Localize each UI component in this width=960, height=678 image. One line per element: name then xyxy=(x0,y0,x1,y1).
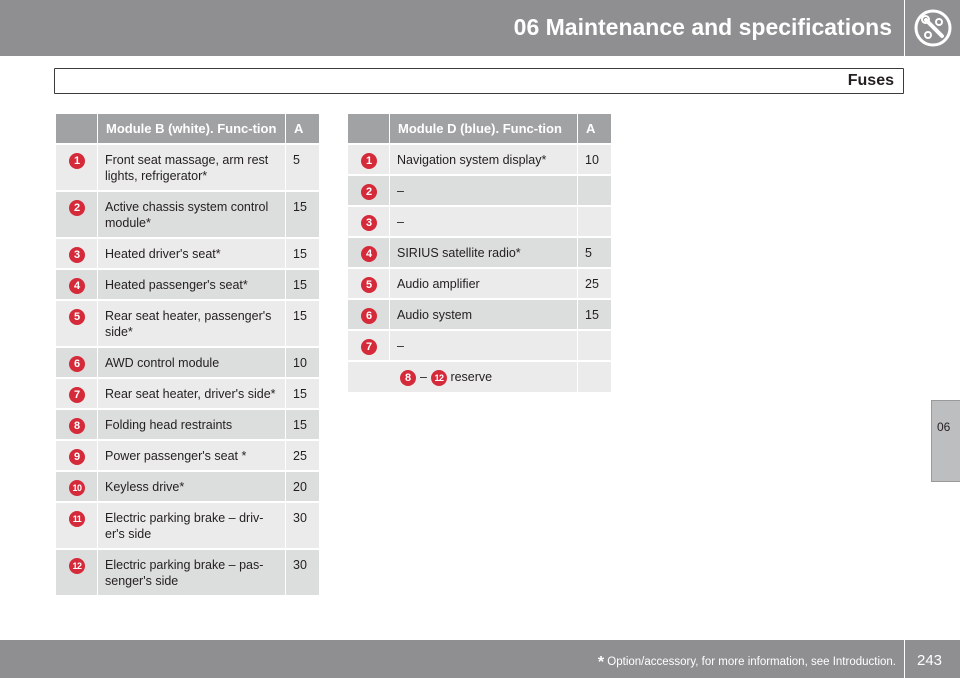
fuse-number-cell xyxy=(56,348,98,379)
page-number: 243 xyxy=(917,652,943,669)
fuse-function-cell: Electric parking brake – pas-senger's side xyxy=(98,550,285,597)
fuse-function-cell: Navigation system display* xyxy=(390,145,577,176)
fuse-number-cell xyxy=(56,550,98,597)
module-d-function-header: Module D (blue). Func-tion xyxy=(390,114,577,145)
fuse-amps-cell: 15 xyxy=(285,239,319,270)
fuse-amps-cell xyxy=(577,331,611,362)
fuse-number-badge: 3 xyxy=(361,215,377,231)
fuse-number-cell xyxy=(348,176,390,207)
fuse-number-cell xyxy=(56,239,98,270)
fuse-number-badge: 1 xyxy=(69,153,85,169)
fuse-number-cell xyxy=(348,331,390,362)
fuse-number-badge: 7 xyxy=(69,387,85,403)
chapter-side-tab xyxy=(931,400,960,482)
wrench-gear-icon xyxy=(913,8,953,48)
module-b-rows xyxy=(56,145,319,597)
table-row xyxy=(56,348,319,379)
table-row xyxy=(56,379,319,410)
fuse-number-cell xyxy=(56,441,98,472)
fuse-number-badge: 1 xyxy=(361,153,377,169)
fuse-amps-cell: 20 xyxy=(285,472,319,503)
fuse-amps-cell: 15 xyxy=(577,300,611,331)
fuse-number-cell xyxy=(56,379,98,410)
fuse-function-cell: Heated driver's seat* xyxy=(98,239,285,270)
chapter-side-tab-label: 06 xyxy=(937,420,951,434)
fuse-number-cell xyxy=(56,472,98,503)
fuse-function-cell: Rear seat heater, passenger's side* xyxy=(98,301,285,348)
reserve-row xyxy=(348,362,611,394)
table-row xyxy=(348,207,611,238)
fuse-number-cell xyxy=(56,192,98,239)
table-row xyxy=(56,270,319,301)
fuse-number-badge: 5 xyxy=(69,309,85,325)
fuse-number-badge: 6 xyxy=(69,356,85,372)
fuse-amps-cell: 15 xyxy=(285,410,319,441)
table-row xyxy=(56,239,319,270)
fuse-amps-cell: 5 xyxy=(577,238,611,269)
fuse-number-cell xyxy=(56,503,98,550)
fuse-number-badge: 8 xyxy=(69,418,85,434)
table-row xyxy=(56,410,319,441)
fuse-function-cell: Electric parking brake – driv-er's side xyxy=(98,503,285,550)
fuse-amps-cell xyxy=(577,207,611,238)
table-row xyxy=(56,145,319,192)
fuse-number-cell xyxy=(56,145,98,192)
fuse-function-cell: Power passenger's seat * xyxy=(98,441,285,472)
module-b-function-header: Module B (white). Func-tion xyxy=(98,114,285,145)
section-title: Fuses xyxy=(847,72,894,89)
fuse-amps-cell: 25 xyxy=(285,441,319,472)
reserve-label: reserve xyxy=(450,370,493,384)
table-row xyxy=(348,269,611,300)
fuse-amps-cell xyxy=(577,176,611,207)
fuse-function-cell: Front seat massage, arm rest lights, refrigerator* xyxy=(98,145,285,192)
table-row xyxy=(348,176,611,207)
fuse-number-cell xyxy=(348,238,390,269)
fuse-function-cell: Audio system xyxy=(390,300,577,331)
fuse-amps-cell: 5 xyxy=(285,145,319,192)
reserve-amps-cell xyxy=(577,362,611,394)
fuse-function-cell: Keyless drive* xyxy=(98,472,285,503)
footer-note xyxy=(598,654,896,672)
module-b-amps-header: A xyxy=(285,114,319,145)
fuse-function-cell: AWD control module xyxy=(98,348,285,379)
fuse-function-cell: Active chassis system control module* xyxy=(98,192,285,239)
fuse-number-badge: 12 xyxy=(431,370,447,386)
reserve-dash: – xyxy=(420,370,427,384)
table-row xyxy=(348,238,611,269)
fuse-number-badge: 7 xyxy=(361,339,377,355)
module-b-table xyxy=(56,114,319,597)
table-row xyxy=(348,331,611,362)
fuse-number-badge: 10 xyxy=(69,480,85,496)
table-row xyxy=(348,145,611,176)
fuse-amps-cell: 15 xyxy=(285,192,319,239)
fuse-function-cell: – xyxy=(390,207,577,238)
fuse-amps-cell: 15 xyxy=(285,270,319,301)
fuse-amps-cell: 15 xyxy=(285,379,319,410)
fuse-function-cell: – xyxy=(390,331,577,362)
fuse-amps-cell: 10 xyxy=(285,348,319,379)
fuse-number-cell xyxy=(56,410,98,441)
table-row xyxy=(56,503,319,550)
fuse-number-badge: 11 xyxy=(69,511,85,527)
section-title-bar xyxy=(54,68,904,94)
fuse-function-cell: SIRIUS satellite radio* xyxy=(390,238,577,269)
fuse-number-badge: 8 xyxy=(400,370,416,386)
fuse-amps-cell: 30 xyxy=(285,503,319,550)
fuse-number-badge: 4 xyxy=(69,278,85,294)
header-bar xyxy=(0,0,904,56)
fuse-number-badge: 6 xyxy=(361,308,377,324)
fuse-amps-cell: 15 xyxy=(285,301,319,348)
fuse-function-cell: Folding head restraints xyxy=(98,410,285,441)
fuse-number-badge: 2 xyxy=(69,200,85,216)
page-number-box xyxy=(905,640,960,678)
fuse-number-badge: 12 xyxy=(69,558,85,574)
fuse-function-cell: – xyxy=(390,176,577,207)
fuse-number-cell xyxy=(56,270,98,301)
fuse-function-cell: Rear seat heater, driver's side* xyxy=(98,379,285,410)
module-d-rows xyxy=(348,145,611,362)
fuse-number-cell xyxy=(348,269,390,300)
fuse-number-badge: 9 xyxy=(69,449,85,465)
fuse-amps-cell: 10 xyxy=(577,145,611,176)
module-d-amps-header: A xyxy=(577,114,611,145)
fuse-amps-cell: 25 xyxy=(577,269,611,300)
table-row xyxy=(56,301,319,348)
table-row xyxy=(56,192,319,239)
fuse-number-badge: 4 xyxy=(361,246,377,262)
fuse-number-cell xyxy=(348,300,390,331)
footer-asterisk: * xyxy=(597,654,605,671)
fuse-function-cell: Heated passenger's seat* xyxy=(98,270,285,301)
fuse-number-cell xyxy=(348,207,390,238)
table-row xyxy=(56,441,319,472)
footer-note-text: Option/accessory, for more information, see Introduction. xyxy=(607,656,896,668)
fuse-number-badge: 5 xyxy=(361,277,377,293)
fuse-number-badge: 2 xyxy=(361,184,377,200)
fuse-number-badge: 3 xyxy=(69,247,85,263)
table-row xyxy=(56,550,319,597)
module-d-number-header xyxy=(348,114,390,145)
header-icon-box xyxy=(905,0,960,56)
fuse-amps-cell: 30 xyxy=(285,550,319,597)
table-row xyxy=(56,472,319,503)
module-b-number-header xyxy=(56,114,98,145)
fuse-number-cell xyxy=(348,145,390,176)
table-row xyxy=(348,300,611,331)
reserve-cell xyxy=(348,362,577,394)
fuse-number-cell xyxy=(56,301,98,348)
fuse-function-cell: Audio amplifier xyxy=(390,269,577,300)
footer-bar xyxy=(0,640,904,678)
module-d-table xyxy=(348,114,611,394)
chapter-title: 06 Maintenance and specifications xyxy=(513,14,892,40)
